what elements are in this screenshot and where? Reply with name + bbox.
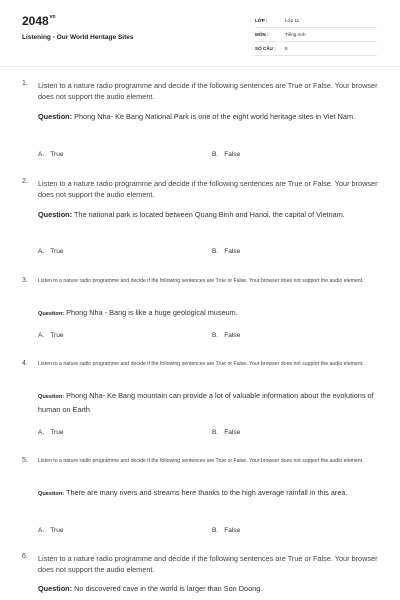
option-b[interactable]: B. False xyxy=(212,151,241,158)
question-text: Question: Phong Nha - Bang is like a huge geological museum. xyxy=(38,308,238,317)
option-a[interactable]: A. True xyxy=(38,332,64,339)
option-b[interactable]: B. False xyxy=(212,527,241,534)
meta-key: LỚP : xyxy=(255,18,268,23)
meta-value: 8 xyxy=(285,46,288,51)
header-divider xyxy=(0,66,400,67)
site-logo[interactable]: $2048^{vn}$ xyxy=(22,14,56,28)
question-text: Question: There are many rivers and streams here thanks to the high average rainfall in this area. xyxy=(38,488,348,497)
question-instruction: Listen to a nature radio programme and decide if the following sentences are True or False. Your browser does not support the audio element. xyxy=(38,179,378,199)
meta-key: MÔN : xyxy=(255,32,269,37)
question-instruction: Listen to a nature radio programme and decide if the following sentences are True or False. Your browser does not support the audio element. xyxy=(38,278,364,284)
option-b[interactable]: B. False xyxy=(212,248,241,255)
meta-value: Tiếng Anh xyxy=(285,32,306,37)
meta-value: Lớp 11 xyxy=(285,18,300,23)
option-b[interactable]: B. False xyxy=(212,429,241,436)
question-number: 3. xyxy=(22,277,28,284)
question-number: 6. xyxy=(22,553,28,560)
question-instruction: Listen to a nature radio programme and decide if the following sentences are True or False. Your browser does not support the audio element. xyxy=(38,361,364,367)
option-a[interactable]: A. True xyxy=(38,527,64,534)
meta-row-count xyxy=(255,42,377,56)
question-number: 2. xyxy=(22,178,28,185)
question-text: Question: The national park is located between Quang Binh and Hanoi, the capital of Vietnam. xyxy=(38,210,345,219)
option-b[interactable]: B. False xyxy=(212,332,241,339)
page-title: Listening - Our World Heritage Sites xyxy=(22,34,134,41)
question-number: 1. xyxy=(22,80,28,87)
question-text: Question: Phong Nha- Ke Bang National Park is one of the eight world heritage sites in Viet Nam. xyxy=(38,112,356,121)
question-text: Question: Phong Nha- Ke Bang mountain can provide a lot of valuable information about the evolutions of human on Earth xyxy=(38,391,374,414)
page-header xyxy=(0,0,400,66)
option-a[interactable]: A. True xyxy=(38,429,64,436)
question-instruction: Listen to a nature radio programme and decide if the following sentences are True or False. Your browser does not support the audio element. xyxy=(38,554,378,574)
question-instruction: Listen to a nature radio programme and decide if the following sentences are True or False. Your browser does not support the audio element. xyxy=(38,458,364,464)
option-a[interactable]: A. True xyxy=(38,248,64,255)
question-number: 4. xyxy=(22,360,28,367)
option-a[interactable]: A. True xyxy=(38,151,64,158)
question-instruction: Listen to a nature radio programme and decide if the following sentences are True or False. Your browser does not support the audio element. xyxy=(38,81,378,101)
meta-row-class xyxy=(255,14,377,28)
meta-key: SỐ CÂU : xyxy=(255,46,276,51)
meta-row-subject xyxy=(255,28,377,42)
question-text: Question: No discovered cave in the world is larger than Son Doong. xyxy=(38,584,263,593)
question-number: 5. xyxy=(22,457,28,464)
meta-info xyxy=(255,14,377,56)
